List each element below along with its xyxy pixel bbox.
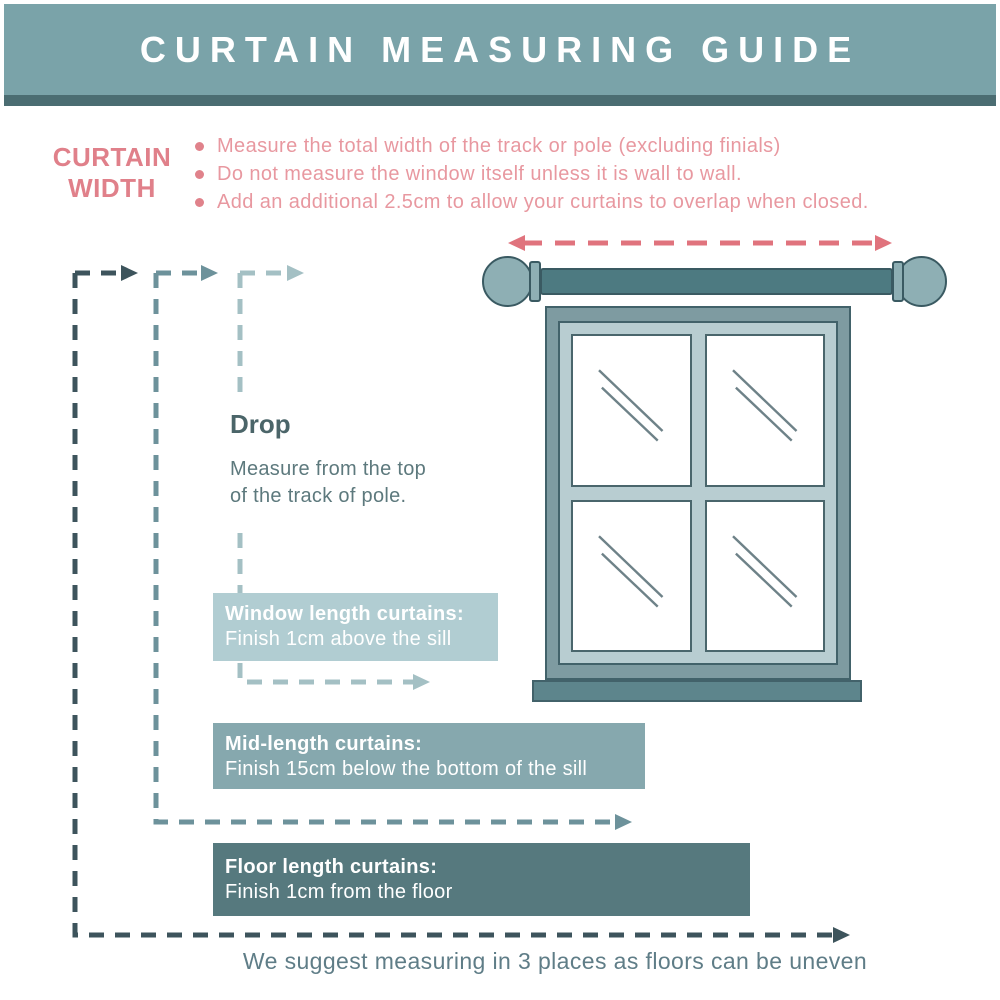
window-length-title: Window length curtains:: [225, 603, 464, 625]
curtain-width-heading-line2: WIDTH: [68, 173, 156, 203]
bullet-dot-icon: [195, 142, 204, 151]
glass-reflection-icon: [707, 502, 824, 651]
curtain-width-heading-line1: CURTAIN: [52, 142, 172, 172]
pole-finial-left-icon: [482, 256, 533, 307]
bullet-item: [186, 164, 986, 185]
drop-description: [230, 456, 430, 510]
bullet-item: [186, 136, 986, 157]
window-sill-icon: [532, 680, 862, 702]
drop-heading: Drop: [230, 409, 291, 439]
floor-length-box: [213, 843, 750, 916]
footer-note: We suggest measuring in 3 places as floors can be uneven: [242, 948, 868, 974]
window-length-detail: Finish 1cm above the sill: [225, 628, 452, 650]
bullet-text: Do not measure the window itself unless it is wall to wall.: [217, 163, 742, 185]
bullet-text: Measure the total width of the track or pole (excluding finials): [217, 135, 781, 157]
bullet-item: [186, 192, 986, 213]
window-pane: [705, 334, 826, 487]
glass-reflection-icon: [573, 336, 690, 485]
window-length-box: [213, 593, 498, 661]
glass-reflection-icon: [707, 336, 824, 485]
floor-length-title: Floor length curtains:: [225, 856, 438, 878]
mid-length-box: [213, 723, 645, 789]
curtain-width-bullet-list: [186, 136, 986, 220]
bullet-dot-icon: [195, 198, 204, 207]
drop-section: [214, 393, 436, 526]
bullet-text: Add an additional 2.5cm to allow your curtains to overlap when closed.: [217, 191, 869, 213]
window-pane: [571, 334, 692, 487]
page-title: CURTAIN MEASURING GUIDE: [139, 28, 861, 70]
window-illustration: [545, 306, 851, 680]
drop-description-line2: of the track of pole.: [230, 485, 407, 507]
glass-reflection-icon: [573, 502, 690, 651]
floor-length-detail: Finish 1cm from the floor: [225, 881, 453, 903]
window-pane: [571, 500, 692, 653]
mid-length-title: Mid-length curtains:: [225, 733, 423, 755]
curtain-pole-icon: [540, 268, 893, 295]
drop-description-line1: Measure from the top: [230, 458, 427, 480]
bullet-dot-icon: [195, 170, 204, 179]
header-banner-strip: [4, 95, 996, 106]
mid-length-detail: Finish 15cm below the bottom of the sill: [225, 758, 588, 780]
pole-collar-right-icon: [892, 261, 904, 302]
header-banner: [4, 4, 996, 95]
window-pane: [705, 500, 826, 653]
window-inner-frame: [558, 321, 838, 665]
curtain-width-heading: [42, 142, 182, 204]
